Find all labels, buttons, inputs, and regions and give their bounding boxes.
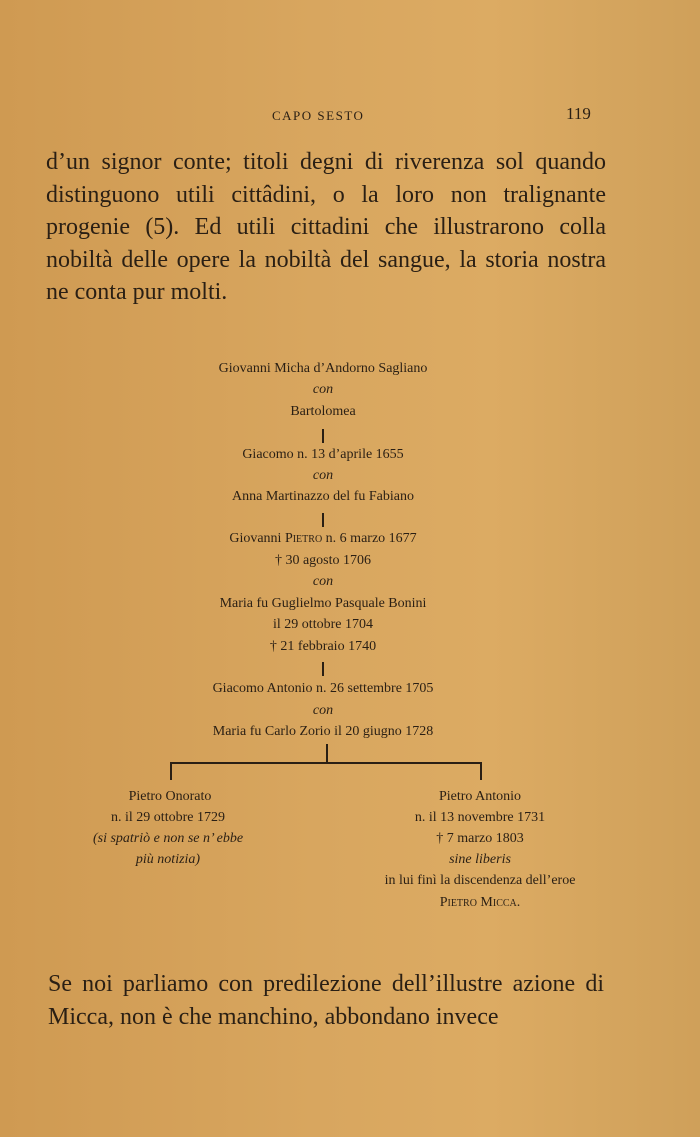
page-number: 119: [566, 104, 591, 123]
genealogy-tree: [0, 360, 700, 920]
descent-line: [322, 662, 324, 676]
gen3-wife: Maria fu Guglielmo Pasquale Bonini: [219, 596, 427, 611]
gen4-husband: Giacomo Antonio n. 26 settembre 1705: [212, 681, 434, 696]
gen3-husband-name: Pietro: [284, 531, 323, 546]
page-header: [0, 104, 700, 128]
gen1-husband: Giovanni Micha d’Andorno Sagliano: [218, 361, 428, 376]
child-right-birth: n. il 13 novembre 1731: [414, 810, 546, 825]
gen3-husband-given: Giovanni: [229, 531, 285, 546]
gen3-wife-death: † 21 febbraio 1740: [269, 639, 377, 654]
child-left-name: Pietro Onorato: [128, 789, 212, 804]
descent-line: [326, 744, 328, 762]
gen4-wife: Maria fu Carlo Zorio il 20 giugno 1728: [212, 724, 434, 739]
gen3-wife-marriage: il 29 ottobre 1704: [273, 617, 373, 632]
gen3-con: con: [312, 574, 334, 589]
child-right-note: sine liberis: [449, 852, 511, 867]
gen2-con: con: [312, 468, 334, 483]
child-right-lineage-end: in lui finì la discendenza dell’eroe: [384, 873, 576, 888]
branch-left-drop: [170, 762, 172, 780]
branch-right-drop: [480, 762, 482, 780]
gen1-wife: Bartolomea: [290, 404, 356, 419]
child-right-name: Pietro Antonio: [438, 789, 522, 804]
running-head: CAPO SESTO: [272, 108, 365, 123]
gen2-wife: Anna Martinazzo del fu Fabiano: [232, 489, 414, 504]
paragraph-text: Se noi parliamo con predilezione dell’illustre azione di Micca, non è che manchino, abbondano invece: [48, 971, 604, 1030]
descent-line: [322, 513, 324, 527]
hero-name: Pietro Micca.: [439, 895, 521, 910]
paragraph-text: d’un signor conte; titoli degni di riverenza sol quando distinguono utili cittâdini, o la loro non tralignante progenie (5). Ed utili cittadini che illustrarono colla nobiltà delle opere la nobiltà del sangue, la storia nostra ne conta pur molti.: [46, 149, 606, 305]
gen3-husband: [229, 530, 416, 548]
gen1-con: con: [312, 382, 334, 397]
gen3-husband-birth: n. 6 marzo 1677: [322, 531, 417, 546]
child-left-note-cont: più notizia): [135, 852, 201, 867]
child-left-note: (si spatriò e non se n’ ebbe: [92, 831, 244, 846]
gen2-husband: Giacomo n. 13 d’aprile 1655: [242, 447, 404, 462]
gen4-con: con: [312, 703, 334, 718]
child-left-birth: n. il 29 ottobre 1729: [111, 810, 225, 825]
bottom-paragraph: [48, 968, 604, 1034]
branch-line: [170, 762, 482, 764]
descent-line: [322, 429, 324, 443]
top-paragraph: [46, 146, 606, 309]
child-right-death: † 7 marzo 1803: [436, 831, 524, 846]
gen3-husband-death: † 30 agosto 1706: [274, 553, 372, 568]
